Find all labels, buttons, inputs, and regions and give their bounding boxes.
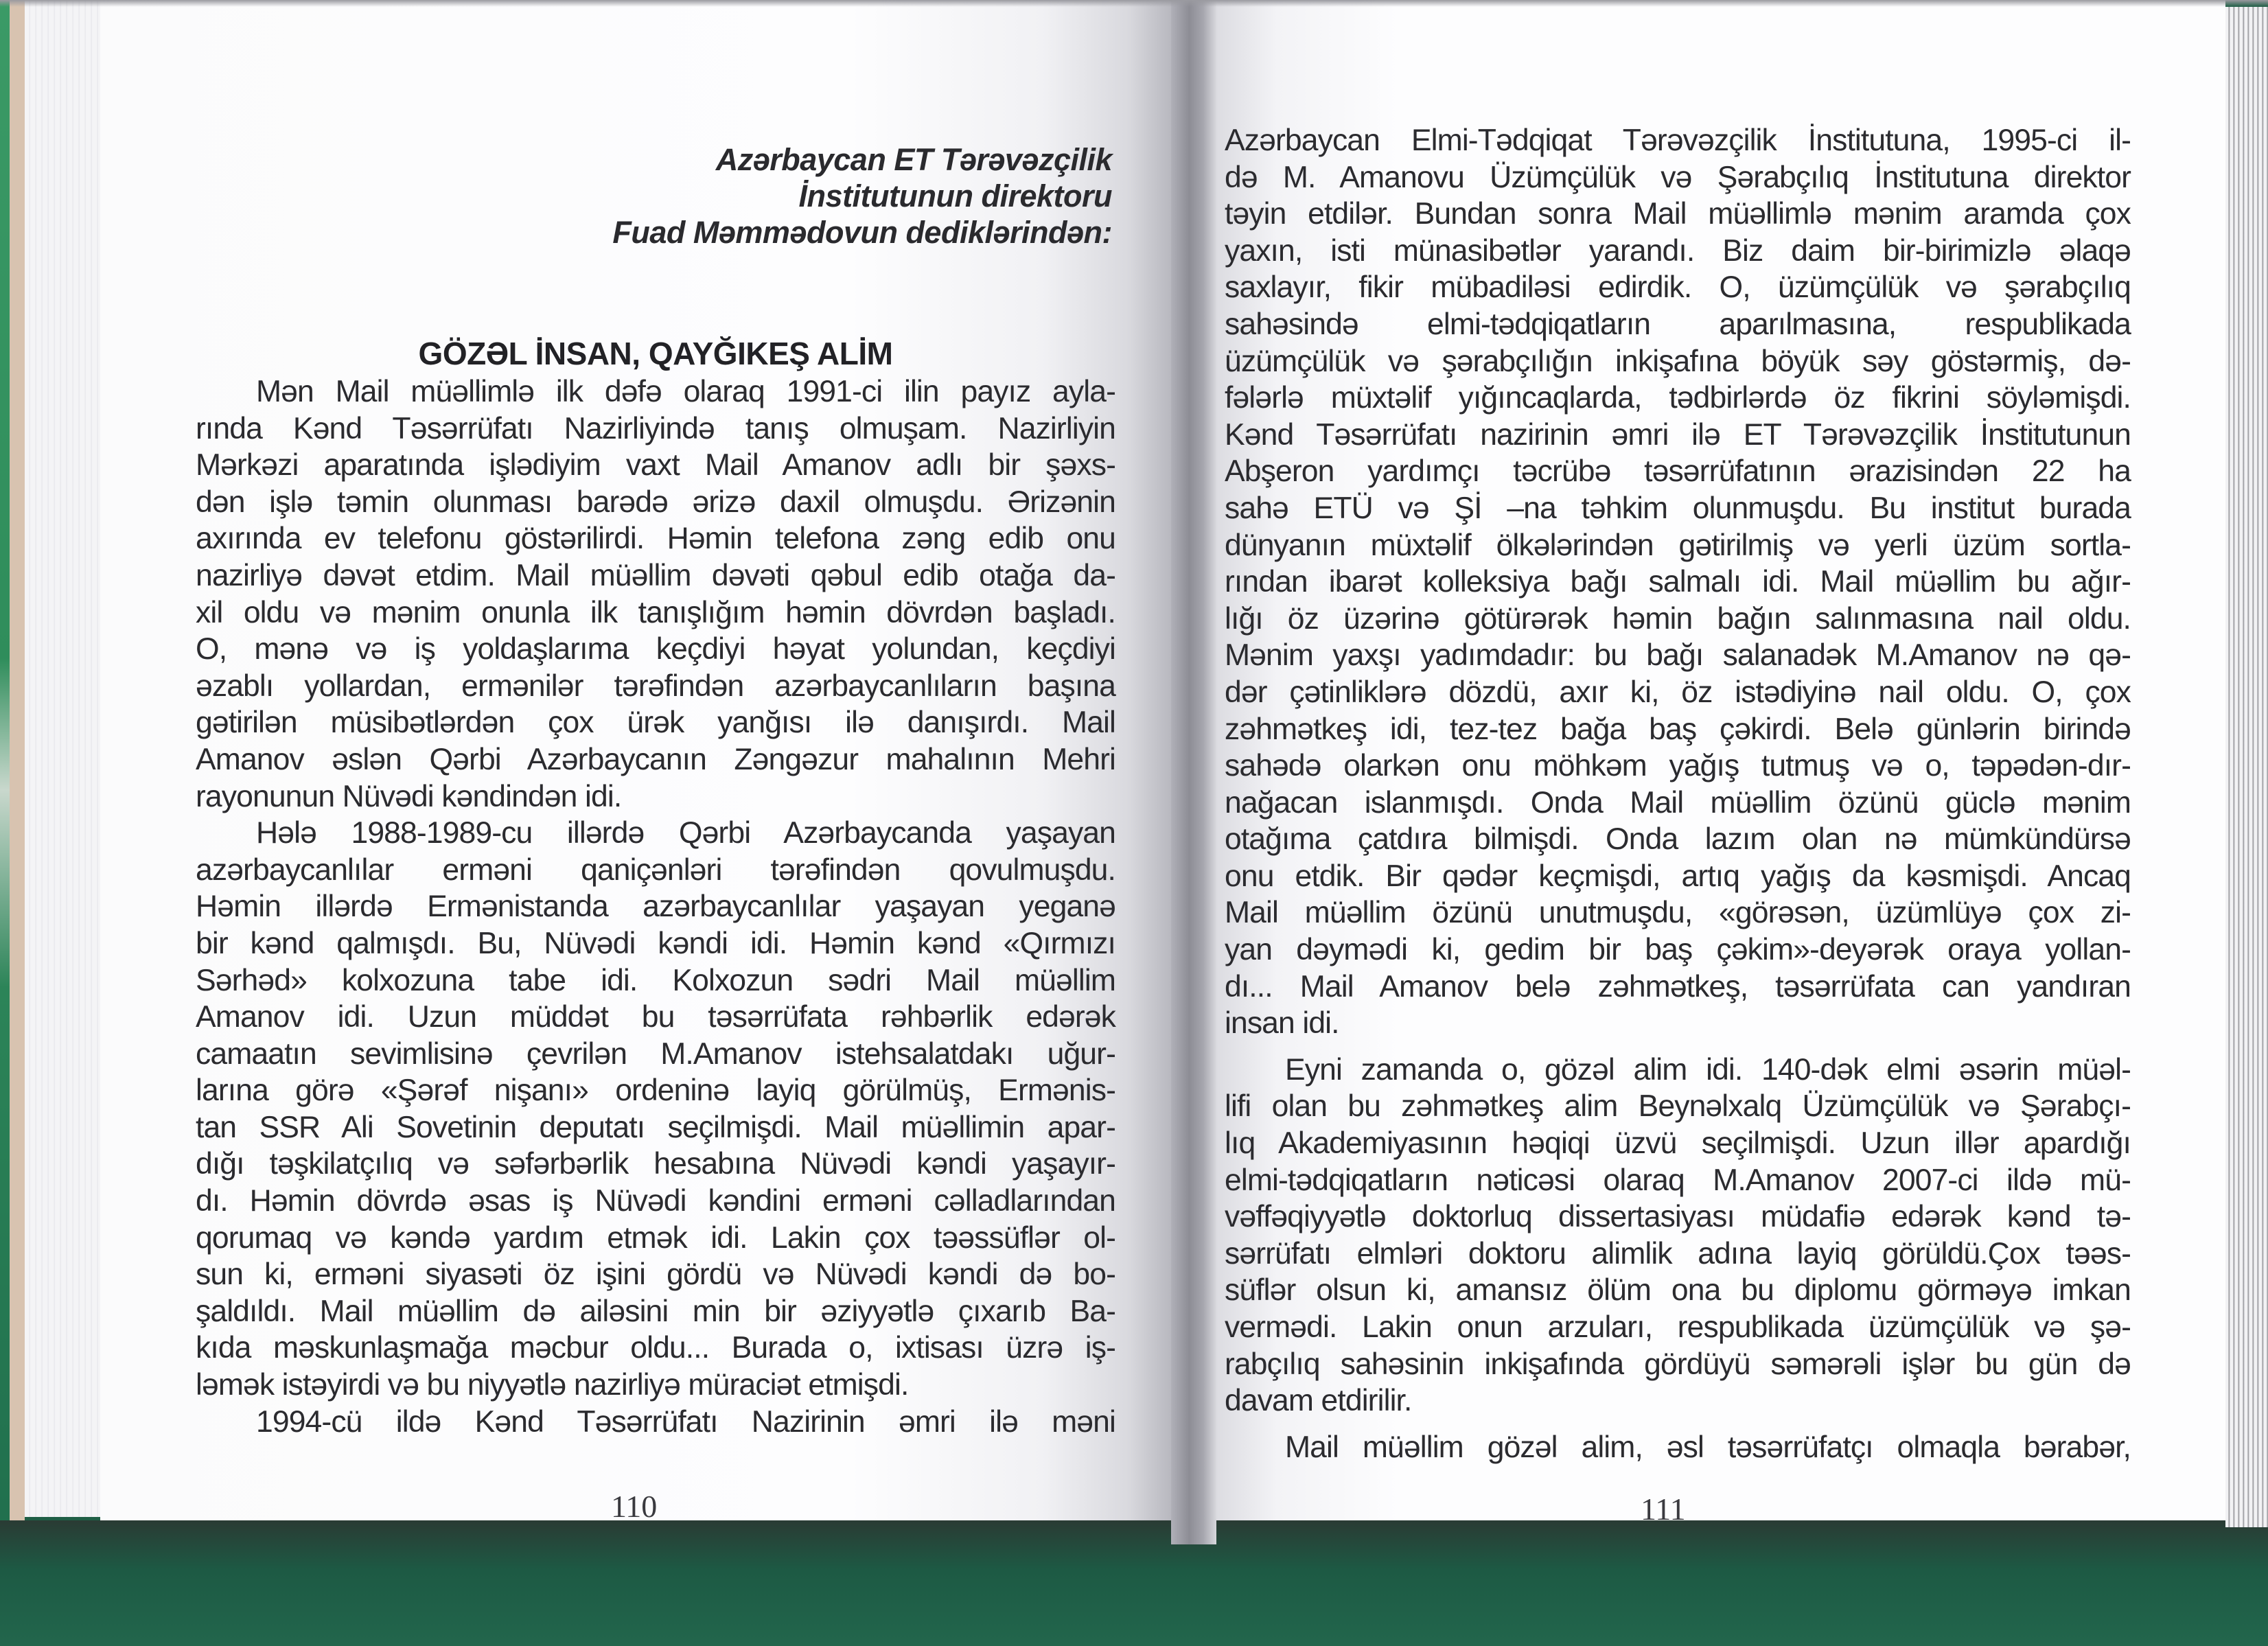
- text-line: təyin etdilər. Bundan sonra Mail müəllimlə mənim aramda çox: [1225, 197, 2131, 231]
- text-line: davam etdirilir.: [1225, 1384, 1412, 1418]
- text-line: rayonunun Nüvədi kəndindən idi.: [196, 779, 622, 813]
- text-line: Abşeron yardımçı təcrübə təsərrüfatının ərazisindən 22 ha: [1225, 454, 2131, 489]
- text-line: Mail müəllim gözəl alim, əsl təsərrüfatçı olmaqla bərabər,: [1285, 1430, 2131, 1464]
- text-line: azərbaycanlılar erməni qaniçənləri tərəfindən qovulmuşdu.: [196, 853, 1115, 887]
- text-line: gətirilən müsibətlərdən çox ürək yanğısı ilə danışırdı. Mail: [196, 706, 1115, 740]
- book-cover-bottom: [0, 1520, 2268, 1646]
- top-edge-shadow: [0, 0, 2268, 7]
- text-line: yan dəymədi ki, gedim bir baş çəkim»-deyərək oraya yollan-: [1225, 933, 2131, 967]
- text-line: Mən Mail müəllimlə ilk dəfə olaraq 1991-ci ilin payız ayla-: [256, 375, 1115, 408]
- header-line: Azərbaycan ET Tərəvəzçilik: [715, 142, 1112, 177]
- text-line: dər çətinliklərə dözdü, axır ki, öz istədiyinə nail oldu. O, çox: [1225, 675, 2131, 709]
- page-stack-left: [25, 0, 100, 1517]
- text-line: qorumaq və kəndə yardım etmək idi. Lakin çox təəssüflər ol-: [196, 1220, 1115, 1255]
- book-cover-edge-left: [0, 0, 10, 1646]
- text-line: lığı öz üzərinə götürərək həmin bağın salınmasına nail oldu.: [1225, 601, 2131, 636]
- text-line: tan SSR Ali Sovetinin deputatı seçilmişdi. Mail müəllimin apar-: [196, 1110, 1115, 1144]
- text-line: Azərbaycan Elmi-Tədqiqat Tərəvəzçilik İnstitutuna, 1995-ci il-: [1225, 124, 2131, 157]
- text-line: xil oldu və mənim onunla ilk tanışlığım həmin dövrdən başladı.: [196, 595, 1115, 629]
- paragraph-gap: [1225, 1419, 2131, 1429]
- text-line: Mail müəllim özünü unutmuşdu, «görəsən, üzümlüyə çox zi-: [1225, 896, 2131, 930]
- text-line: əzablı yollardan, ermənilər tərəfindən azərbaycanlıların başına: [196, 669, 1115, 703]
- text-line: rından ibarət kolleksiya bağı salmalı idi. Mail müəllim bu ağır-: [1225, 565, 2131, 599]
- text-line: 1994-cü ildə Kənd Təsərrüfatı Nazirinin əmri ilə məni: [256, 1404, 1115, 1439]
- text-line: lıq Akademiyasının həqiqi üzvü seçilmişdi. Uzun illər apardığı: [1225, 1126, 2131, 1161]
- book-binding-edge: [10, 0, 25, 1646]
- text-line: sun ki, erməni siyasəti öz işini gördü və Nüvədi kəndi də bo-: [196, 1257, 1115, 1292]
- text-line: sahədə olarkən onu möhkəm yağış tutmuş və o, təpədən-dır-: [1225, 749, 2131, 783]
- text-line: süflər olsun ki, amansız ölüm ona bu diplomu görməyə imkan: [1225, 1273, 2131, 1308]
- text-line: sahə ETÜ və Şİ –na təhkim olunmuşdu. Bu institut burada: [1225, 491, 2131, 525]
- text-line: Həmin illərdə Ermənistanda azərbaycanlılar yaşayan yeganə: [196, 890, 1115, 924]
- text-line: nazirliyə dəvət etdim. Mail müəllim dəvəti qəbul edib otağa da-: [196, 558, 1115, 592]
- text-line: vəffəqiyyətlə doktorluq dissertasiyası müdafiə edərək kənd tə-: [1225, 1200, 2131, 1234]
- text-line: dığı təşkilatçılıq və səfərbərlik hesabına Nüvədi kəndi yaşayır-: [196, 1147, 1115, 1181]
- text-line: Amanov əslən Qərbi Azərbaycanın Zəngəzur mahalının Mehri: [196, 742, 1115, 776]
- text-line: rında Kənd Təsərrüfatı Nazirliyində tanış olmuşam. Nazirliyin: [196, 411, 1115, 445]
- text-line: bir kənd qalmışdı. Bu, Nüvədi kəndi idi. Həmin kənd «Qırmızı: [196, 926, 1115, 960]
- text-line: vermədi. Lakin onun arzuları, respublikada üzümçülük və şə-: [1225, 1310, 2131, 1344]
- text-line: O, mənə və iş yoldaşlarıma keçdiyi həyat yolundan, keçdiyi: [196, 632, 1115, 666]
- text-line: Mərkəzi aparatında işlədiyim vaxt Mail Amanov adlı bir şəxs-: [196, 448, 1115, 483]
- text-line: otağıma çatdıra bilmişdi. Onda lazım olan nə mümkündürsə: [1225, 822, 2131, 857]
- text-line: zəhmətkeş idi, tez-tez bağa baş çəkirdi. Belə günlərin birində: [1225, 712, 2131, 746]
- text-line: larına görə «Şərəf nişanı» ordeninə layiq görülmüş, Ermənis-: [196, 1074, 1115, 1108]
- text-line: dünyanın müxtəlif ölkələrindən gətirilmiş və yerli üzüm sortla-: [1225, 528, 2131, 562]
- header-line: İnstitutunun direktoru: [798, 178, 1112, 213]
- text-line: Amanov idi. Uzun müddət bu təsərrüfata rəhbərlik edərək: [196, 1000, 1115, 1034]
- text-line: axırında ev telefonu göstərilirdi. Həmin telefona zəng edib onu: [196, 522, 1115, 556]
- text-line: dən işlə təmin olunması barədə ərizə daxil olmuşdu. Ərizənin: [196, 485, 1115, 519]
- page-number-right: 111: [1641, 1492, 1686, 1527]
- page-stack-right: [2225, 7, 2268, 1527]
- text-line: rabçılıq sahəsinin inkişafında gördüyü səmərəli işlər bu gün də: [1225, 1347, 2131, 1381]
- text-line: fələrlə müxtəlif yığıncaqlarda, tədbirlərdə öz fikrini söyləmişdi.: [1225, 381, 2131, 415]
- text-line: sahəsində elmi-tədqiqatların aparılmasına, respublikada: [1225, 307, 2131, 341]
- text-line: sərrüfatı elmləri doktoru alimlik adına layiq görüldü.Çox təəs-: [1225, 1236, 2131, 1271]
- text-line: üzümçülük və şərabçılığın inkişafına böyük səy göstərmiş, də-: [1225, 344, 2131, 378]
- paragraph-gap: [1225, 1042, 2131, 1052]
- text-line: Mənim yaxşı yadımdadır: bu bağı salanadək M.Amanov nə qə-: [1225, 638, 2131, 673]
- text-line: nağacan islanmışdı. Onda Mail müəllim özünü güclə mənim: [1225, 785, 2131, 820]
- text-line: şaldıldı. Mail müəllim də ailəsini min bir əziyyətlə çıxarıb Ba-: [196, 1294, 1115, 1328]
- left-page-body: [196, 373, 1115, 1440]
- text-line: kıda məskunlaşmağa məcbur oldu... Burada o, ixtisası üzrə iş-: [196, 1331, 1115, 1365]
- page-number-left: 110: [611, 1489, 658, 1524]
- text-line: Hələ 1988-1989-cu illərdə Qərbi Azərbaycanda yaşayan: [256, 816, 1115, 850]
- text-line: də M. Amanovu Üzümçülük və Şərabçılıq İnstitutuna direktor: [1225, 160, 2131, 194]
- chapter-title: GÖZƏL İNSAN, QAYĞIKEŞ ALİM: [418, 336, 893, 371]
- book-spine-gutter: [1171, 0, 1216, 1544]
- text-line: ləmək istəyirdi və bu niyyətlə nazirliyə müraciət etmişdi.: [196, 1368, 909, 1402]
- text-line: yaxın, isti münasibətlər yarandı. Biz daim bir-birimizlə əlaqə: [1225, 233, 2131, 268]
- article-attribution-header: [412, 141, 1112, 251]
- text-line: Kənd Təsərrüfatı nazirinin əmri ilə ET Tərəvəzçilik İnstitutunun: [1225, 417, 2131, 452]
- text-line: elmi-tədqiqatların nəticəsi olaraq M.Amanov 2007-ci ildə mü-: [1225, 1163, 2131, 1197]
- text-line: Eyni zamanda o, gözəl alim idi. 140-dək elmi əsərin müəl-: [1285, 1052, 2131, 1087]
- text-line: dı... Mail Amanov belə zəhmətkeş, təsərrüfata can yandıran: [1225, 969, 2131, 1004]
- text-line: Sərhəd» kolxozuna tabe idi. Kolxozun sədri Mail müəllim: [196, 963, 1115, 997]
- header-line: Fuad Məmmədovun dediklərindən:: [612, 215, 1112, 250]
- right-page-body: [1225, 122, 2131, 1465]
- text-line: saxlayır, fikir mübadiləsi edirdik. O, üzümçülük və şərabçılıq: [1225, 270, 2131, 305]
- text-line: insan idi.: [1225, 1006, 1339, 1041]
- text-line: onu etdik. Bir qədər keçmişdi, artıq yağış da kəsmişdi. Ancaq: [1225, 859, 2131, 893]
- text-line: lifi olan bu zəhmətkeş alim Beynəlxalq Üzümçülük və Şərabçı-: [1225, 1089, 2131, 1124]
- text-line: dı. Həmin dövrdə əsas iş Nüvədi kəndini erməni cəlladlarından: [196, 1184, 1115, 1218]
- text-line: camaatın sevimlisinə çevrilən M.Amanov istehsalatdakı uğur-: [196, 1036, 1115, 1071]
